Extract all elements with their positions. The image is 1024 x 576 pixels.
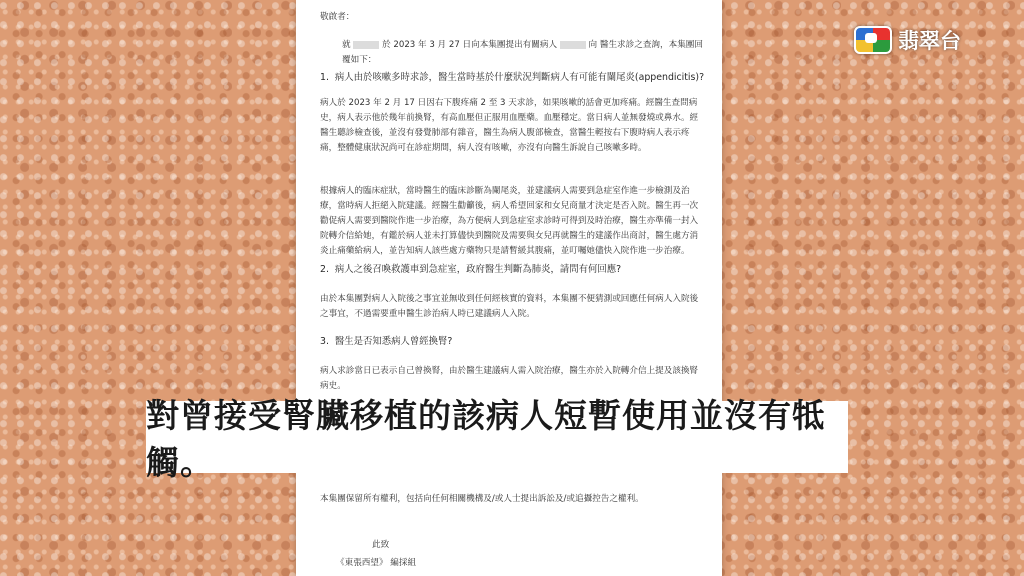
question-3: 3. 醫生是否知悉病人曾經換腎? xyxy=(320,336,453,347)
letter-document xyxy=(296,0,722,576)
paragraph-answer-1a: 病人於 2023 年 2 月 17 日因右下腹疼痛 2 至 3 天求診，如果咳嗽的話會更加疼痛。經醫生查問病史，病人表示他於幾年前換腎，有高血壓但正服用血壓藥。血壓穩定。當日病人並無發燒或鼻水。經醫生聽診檢查後，並沒有發覺肺部有雜音，醫生為病人腹部檢查，當醫生輕按右下腹時病人表示疼痛，整體健康狀況尚可在診症期間，病人沒有咳嗽，亦沒有向醫生訴說自己咳嗽多時。 xyxy=(320,98,699,154)
broadcaster-logo xyxy=(854,26,961,54)
intro-middle: 於 2023 年 3 月 27 日向本集團提出有關病人 xyxy=(382,40,558,50)
intro-suffix: 向 醫生求診之查詢，本集團回覆如下： xyxy=(342,40,703,66)
letter-recipient: 《東張西望》 編採組 xyxy=(336,558,417,568)
letter-intro xyxy=(342,38,706,68)
paragraph-answer-3: 病人求診當日已表示自己曾換腎，由於醫生建議病人需入院治療，醫生亦於入院轉介信上提及該換腎病史。 xyxy=(320,366,699,392)
paragraph-rights: 本集團保留所有權利，包括向任何相關機構及/或人士提出訴訟及/或追攝控告之權利。 xyxy=(320,494,644,504)
question-2: 2. 病人之後召喚救護車到急症室，政府醫生判斷為肺炎，請問有何回應? xyxy=(320,264,622,275)
tvb-logo-icon xyxy=(854,26,892,54)
paragraph-answer-1b: 根據病人的臨床症狀，當時醫生的臨床診斷為闌尾炎，並建議病人需要到急症室作進一步檢測及治療，當時病人拒絕入院建議。經醫生勸籲後，病人希望回家和女兒商量才決定是否入院。醫生再一次勸促病人需要到醫院作進一步治療，為方便病人到急症室求診時可得到及時治療，醫生亦準備一封入院轉介信給她，有鑑於病人並未打算儘快到醫院及需要與女兒再就醫生的建議作出商討，醫生處方消炎止痛藥給病人，並告知病人該些處方藥物只是請暫緩其腹痛，並叮囑她儘快入院作進一步治療。 xyxy=(320,186,699,257)
question-1: 1. 病人由於咳嗽多時求診，醫生當時基於什麼狀況判斷病人有可能有闌尾炎(appendicitis)? xyxy=(320,72,705,83)
paragraph-answer-2: 由於本集團對病人入院後之事宜並無收到任何經核實的資料，本集團不便猜測或回應任何病人入院後之事宜，不過需要重申醫生診治病人時已建議病人入院。 xyxy=(320,294,699,320)
channel-name: 翡翠台 xyxy=(898,29,961,53)
intro-prefix: 就 xyxy=(342,40,351,50)
letter-closing: 此致 xyxy=(372,540,390,550)
redaction-block xyxy=(560,41,586,49)
redaction-block xyxy=(353,41,379,49)
letter-salutation: 敬啟者： xyxy=(320,12,355,22)
subtitle-caption: 對曾接受腎臟移植的該病人短暫使用並沒有牴觸。 xyxy=(146,401,848,473)
